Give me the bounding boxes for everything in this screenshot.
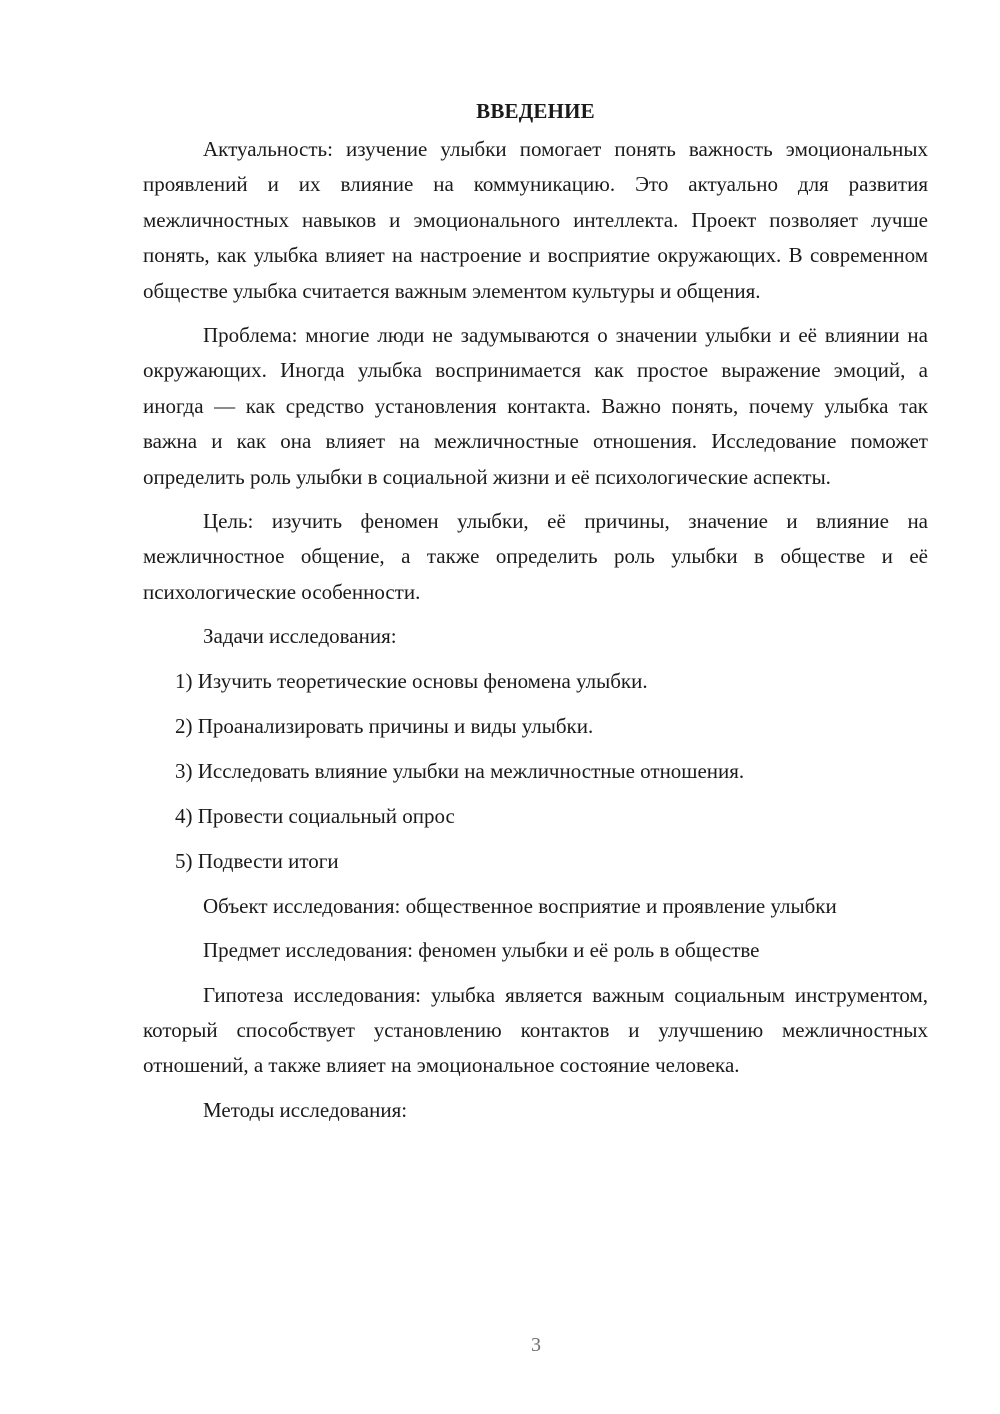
paragraph-tasks-heading: Задачи исследования: bbox=[203, 624, 397, 649]
page-content bbox=[143, 96, 928, 1137]
list-item: 5) Подвести итоги bbox=[175, 848, 339, 873]
paragraph-hypothesis: Гипотеза исследования: улыбка является важным социальным инструментом, который способствует установлению контактов и улучшению межличностных отношений, а также влияет на эмоциональное состояние человека. bbox=[143, 982, 928, 1078]
paragraph-relevance: Актуальность: изучение улыбки помогает понять важность эмоциональных проявлений и их влияние на коммуникацию. Это актуально для развития межличностных навыков и эмоционального интеллекта. Проект позволяет лучше понять, как улыбка влияет на настроение и восприятие окружающих. В современном обществе улыбка считается важным элементом культуры и общения. bbox=[143, 137, 928, 303]
tasks-list bbox=[143, 664, 928, 879]
paragraph-methods: Методы исследования: bbox=[203, 1097, 408, 1122]
paragraph-problem: Проблема: многие люди не задумываются о значении улыбки и её влиянии на окружающих. Иногда улыбка воспринимается как простое выражение эмоций, а иногда — как средство установления контакта. Важно понять, почему улыбка так важна и как она влияет на межличностные отношения. Исследование поможет определить роль улыбки в социальной жизни и её психологические аспекты. bbox=[143, 323, 928, 489]
paragraph-subject: Предмет исследования: феномен улыбки и её роль в обществе bbox=[203, 938, 760, 963]
list-item: 4) Провести социальный опрос bbox=[175, 803, 455, 828]
list-item: 2) Проанализировать причины и виды улыбки. bbox=[175, 713, 594, 738]
list-item: 1) Изучить теоретические основы феномена улыбки. bbox=[175, 668, 648, 693]
section-title: ВВЕДЕНИЕ bbox=[476, 99, 595, 123]
list-item: 3) Исследовать влияние улыбки на межличностные отношения. bbox=[175, 758, 745, 783]
paragraph-object: Объект исследования: общественное восприятие и проявление улыбки bbox=[203, 893, 837, 918]
page-number: 3 bbox=[531, 1334, 541, 1356]
paragraph-goal: Цель: изучить феномен улыбки, её причины, значение и влияние на межличностное общение, а также определить роль улыбки в обществе и её психологические особенности. bbox=[143, 509, 928, 604]
